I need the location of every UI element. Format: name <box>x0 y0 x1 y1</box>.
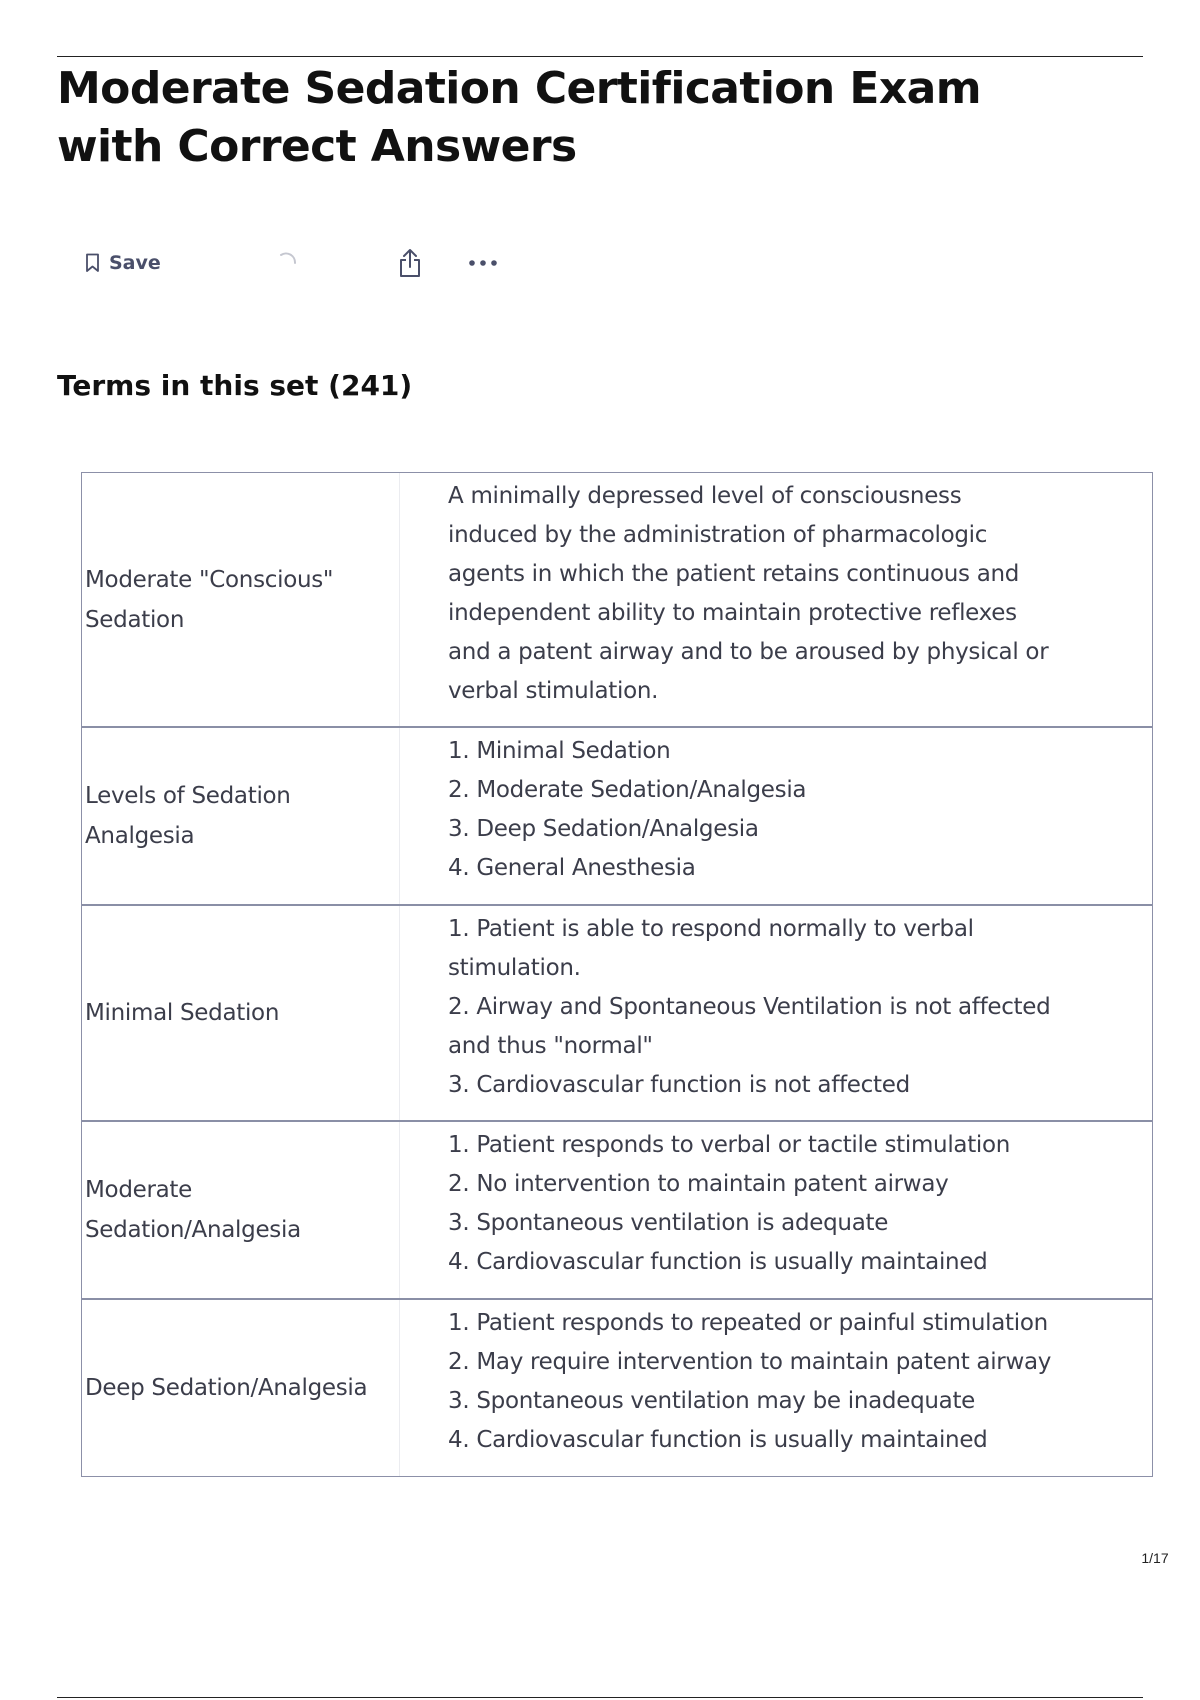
terms-table <box>81 472 1153 1477</box>
action-toolbar <box>85 246 545 280</box>
definition-line: 1. Patient responds to repeated or painful stimulation <box>448 1310 1048 1336</box>
definition-line: and a patent airway and to be aroused by physical or <box>448 639 1049 665</box>
definition-line: 2. Airway and Spontaneous Ventilation is not affected <box>448 994 1051 1020</box>
terms-count-heading: Terms in this set (241) <box>57 369 413 402</box>
definition-line: agents in which the patient retains continuous and <box>448 561 1020 587</box>
loading-indicator <box>275 246 299 280</box>
term-definition <box>400 1122 1152 1298</box>
term-word: Deep Sedation/Analgesia <box>82 1300 400 1476</box>
share-icon <box>397 247 423 279</box>
definition-line: 3. Cardiovascular function is not affected <box>448 1072 910 1098</box>
more-options-button[interactable] <box>468 246 498 280</box>
definition-line: 1. Patient is able to respond normally to verbal <box>448 916 974 942</box>
top-divider <box>57 56 1143 57</box>
more-dots-icon <box>468 258 498 268</box>
definition-line: 2. Moderate Sedation/Analgesia <box>448 777 807 803</box>
definition-line: 3. Spontaneous ventilation is adequate <box>448 1210 889 1236</box>
definition-line: stimulation. <box>448 955 581 981</box>
page-number: 1/17 <box>1141 1550 1169 1566</box>
definition-line: 4. General Anesthesia <box>448 855 696 881</box>
term-definition <box>400 473 1152 726</box>
definition-line: 1. Minimal Sedation <box>448 738 671 764</box>
term-row <box>82 904 1152 1120</box>
term-word: Minimal Sedation <box>82 906 400 1120</box>
definition-line: 3. Spontaneous ventilation may be inadequate <box>448 1388 976 1414</box>
term-word: Moderate Sedation/Analgesia <box>82 1122 400 1298</box>
term-definition <box>400 1300 1152 1476</box>
definition-line: 3. Deep Sedation/Analgesia <box>448 816 759 842</box>
definition-line: 2. No intervention to maintain patent airway <box>448 1171 949 1197</box>
share-button[interactable] <box>397 246 423 280</box>
loading-spinner-icon <box>275 251 299 275</box>
term-definition <box>400 728 1152 904</box>
bookmark-icon <box>85 253 100 273</box>
save-button[interactable] <box>85 246 161 280</box>
bottom-divider <box>57 1697 1143 1698</box>
term-row <box>82 473 1152 726</box>
save-label: Save <box>109 252 161 274</box>
term-row <box>82 1298 1152 1476</box>
definition-line: and thus "normal" <box>448 1033 653 1059</box>
definition-line: 4. Cardiovascular function is usually maintained <box>448 1249 988 1275</box>
definition-line: independent ability to maintain protective reflexes <box>448 600 1017 626</box>
definition-line: 2. May require intervention to maintain patent airway <box>448 1349 1052 1375</box>
term-row <box>82 726 1152 904</box>
definition-line: 4. Cardiovascular function is usually maintained <box>448 1427 988 1453</box>
term-word: Levels of Sedation Analgesia <box>82 728 400 904</box>
term-row <box>82 1120 1152 1298</box>
term-word: Moderate "Conscious" Sedation <box>82 473 400 726</box>
definition-line: verbal stimulation. <box>448 678 659 704</box>
definition-line: A minimally depressed level of consciousness <box>448 483 962 509</box>
definition-line: induced by the administration of pharmacologic <box>448 522 988 548</box>
definition-line: 1. Patient responds to verbal or tactile stimulation <box>448 1132 1011 1158</box>
page-title: Moderate Sedation Certification Exam with Correct Answers <box>57 63 981 172</box>
term-definition <box>400 906 1152 1120</box>
